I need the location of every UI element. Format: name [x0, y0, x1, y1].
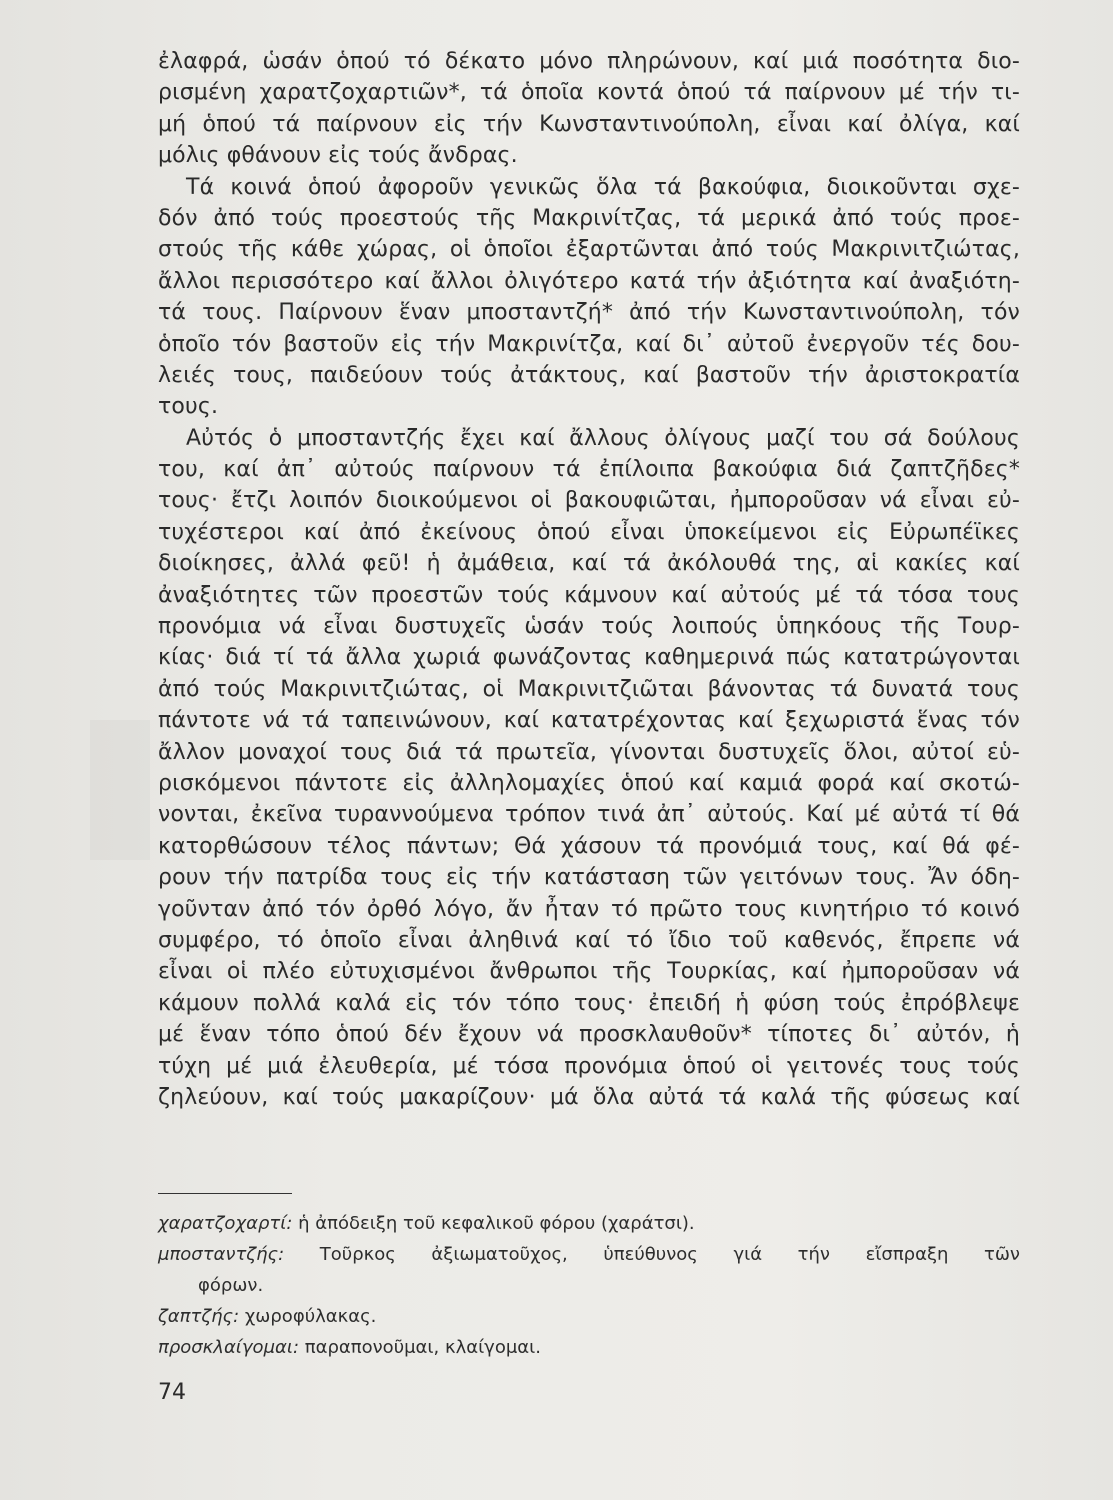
footnote	[158, 1239, 1020, 1270]
text-line: γοῦνταν ἀπό τόν ὀρθό λόγο, ἄν ἦταν τό πρῶτο τους κινητήριο τό κοινό	[158, 896, 1020, 922]
text-line: συμφέρο, τό ὁποῖο εἶναι ἀληθινά καί τό ἴδιο τοῦ καθενός, ἔπρεπε νά	[158, 927, 1020, 953]
footnote-definition: παραπονοῦμαι, κλαίγομαι.	[304, 1337, 541, 1358]
text-line: δόν ἀπό τούς προεστούς τῆς Μακρινίτζας, τά μερικά ἀπό τούς προε-	[158, 205, 1020, 231]
text-line: ζηλεύουν, καί τούς μακαρίζουν· μά ὅλα αὐτά τά καλά τῆς φύσεως καί	[158, 1084, 1020, 1110]
footnote-term: προσκλαίγομαι:	[158, 1337, 300, 1358]
text-line: προνόμια νά εἶναι δυστυχεῖς ὡσάν τούς λοιπούς ὑπηκόους τῆς Τουρ-	[158, 614, 1020, 640]
text-line: κάμουν πολλά καλά εἰς τόν τόπο τους· ἐπειδή ἡ φύση τούς ἐπρόβλεψε	[158, 990, 1020, 1016]
text-line: ρουν τήν πατρίδα τους εἰς τήν κατάσταση τῶν γειτόνων τους. Ἄν όδη-	[158, 865, 1020, 891]
footnote-definition: ἡ ἀπόδειξη τοῦ κεφαλικοῦ φόρου (χαράτσι).	[298, 1213, 695, 1234]
text-line: ἀναξιότητες τῶν προεστῶν τούς κάμνουν καί αὐτούς μέ τά τόσα τους	[158, 582, 1020, 608]
footnote-definition: Τοῦρκος ἀξιωματοῦχος, ὑπεύθυνος γιά τήν εἴσπραξη τῶν	[319, 1244, 1020, 1265]
text-line: μέ ἕναν τόπο ὁπού δέν ἔχουν νά προσκλαυθοῦν* τίποτες δι᾽ αὐτόν, ἡ	[158, 1022, 1020, 1048]
text-line: ἄλλον μοναχοί τους διά τά πρωτεῖα, γίνονται δυστυχεῖς ὅλοι, αὐτοί εὑ-	[158, 739, 1020, 765]
text-line: Τά κοινά ὁπού ἀφοροῦν γενικῶς ὅλα τά βακούφια, διοικοῦνται σχε-	[186, 174, 1020, 200]
text-line: τους.	[158, 394, 219, 420]
footnote-definition: χωροφύλακας.	[244, 1306, 377, 1327]
footnote	[158, 1208, 1020, 1239]
page-number: 74	[158, 1380, 186, 1405]
text-line: στούς τῆς κάθε χώρας, οἱ ὁποῖοι ἐξαρτῶνται ἀπό τούς Μακρινιτζιώτας,	[158, 237, 1020, 263]
text-line: τά τους. Παίρνουν ἕναν μποσταντζή* ἀπό τήν Κωνσταντινούπολη, τόν	[158, 300, 1020, 326]
text-line: τυχέστεροι καί ἀπό ἐκείνους ὁπού εἶναι ὑποκείμενοι εἰς Εὐρωπέϊκες	[158, 519, 1020, 545]
text-line: μή ὁπού τά παίρνουν εἰς τήν Κωνσταντινούπολη, εἶναι καί ὀλίγα, καί	[158, 111, 1020, 137]
text-line: ἐλαφρά, ὡσάν ὁπού τό δέκατο μόνο πληρώνουν, καί μιά ποσότητα διο-	[158, 49, 1020, 74]
text-line: νονται, ἐκεῖνα τυραννούμενα τρόπον τινά ἀπ᾽ αὐτούς. Καί μέ αὐτά τί θά	[158, 802, 1020, 828]
text-line: τύχη μέ μιά ἐλευθερία, μέ τόσα προνόμια ὁπού οἱ γειτονές τους τούς	[158, 1053, 1020, 1079]
text-line: ρισμένη χαρατζοχαρτιῶν*, τά ὁποῖα κοντά ὁπού τά παίρνουν μέ τήν τι-	[158, 80, 1020, 106]
text-line: του, καί ἀπ᾽ αὐτούς παίρνουν τά ἐπίλοιπα βακούφια διά ζαπτζῆδες*	[158, 457, 1020, 483]
text-line: εἶναι οἱ πλέο εὐτυχισμένοι ἄνθρωποι τῆς Τουρκίας, καί ἠμποροῦσαν νά	[158, 959, 1020, 985]
text-line: πάντοτε νά τά ταπεινώνουν, καί κατατρέχοντας καί ξεχωριστά ἕνας τόν	[158, 708, 1020, 734]
text-line: διοίκησες, ἀλλά φεῦ! ἡ ἀμάθεια, καί τά ἀκόλουθά της, αἱ κακίες καί	[158, 551, 1020, 577]
text-line: ἀπό τούς Μακρινιτζιώτας, οἱ Μακρινιτζιῶται βάνοντας τά δυνατά τους	[158, 676, 1020, 702]
text-line: ρισκόμενοι πάντοτε εἰς ἀλληλομαχίες ὁπού καί καμιά φορά καί σκοτώ-	[158, 770, 1020, 796]
footnote	[158, 1301, 1020, 1332]
footnotes	[158, 1208, 1020, 1363]
text-line: τους· ἔτζι λοιπόν διοικούμενοι οἱ βακουφιῶται, ἠμποροῦσαν νά εἶναι εὐ-	[158, 488, 1020, 514]
text-line: ἄλλοι περισσότερο καί ἄλλοι ὀλιγότερο κατά τήν ἀξιότητα καί ἀναξιότη-	[158, 268, 1020, 294]
footnote-term: ζαπτζής:	[158, 1306, 240, 1327]
text-line: κίας· διά τί τά ἄλλα χωριά φωνάζοντας καθημερινά πώς κατατρώγονται	[158, 645, 1020, 671]
text-line: Αὐτός ὁ μποσταντζής ἔχει καί ἄλλους ὀλίγους μαζί του σά δούλους	[186, 425, 1020, 451]
footnote	[158, 1332, 1020, 1363]
text-line: ὁποῖο τόν βαστοῦν εἰς τήν Μακρινίτζα, καί δι᾽ αὐτοῦ ἐνεργοῦν τές δου-	[158, 331, 1020, 357]
footnote-divider	[158, 1193, 292, 1194]
footnote-term: μποσταντζής:	[158, 1244, 285, 1265]
footnote-continuation: φόρων.	[198, 1275, 264, 1296]
page-shadow	[90, 720, 150, 860]
text-line: κατορθώσουν τέλος πάντων; Θά χάσουν τά προνόμιά τους, καί θά φέ-	[158, 833, 1020, 859]
footnote-term: χαρατζοχαρτί:	[158, 1213, 293, 1234]
text-line: λειές τους, παιδεύουν τούς ἀτάκτους, καί βαστοῦν τήν ἀριστοκρατία	[158, 362, 1020, 388]
text-line: μόλις φθάνουν εἰς τούς ἄνδρας.	[158, 143, 518, 169]
main-text	[158, 46, 1020, 1113]
